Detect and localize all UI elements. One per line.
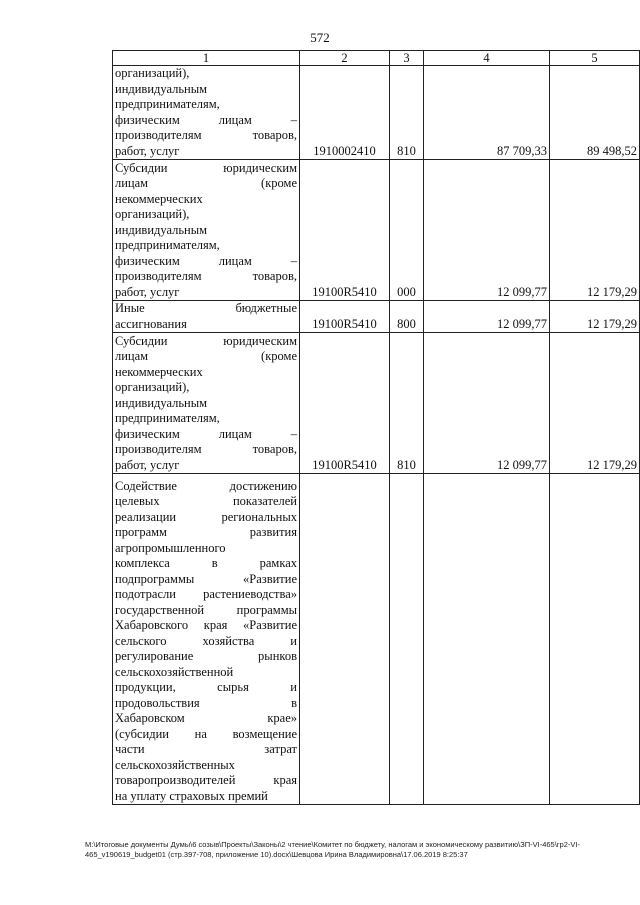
table-body (113, 66, 640, 805)
description-line: подотрасли растениеводства» (115, 587, 297, 601)
table-row (113, 160, 640, 301)
description-line: некоммерческих (115, 191, 203, 206)
description-line: сельскохозяйственной (115, 664, 234, 679)
description-line: целевых показателей (115, 494, 297, 508)
row-sum-2021: 89 498,52 (550, 66, 640, 160)
description-line: физическим лицам – (115, 253, 297, 268)
row-code: 1910002410 (300, 66, 390, 160)
header-col-2: 2 (300, 51, 390, 66)
description-line: комплекса в рамках (115, 556, 297, 570)
row-description (113, 301, 300, 333)
row-sum-2021: 12 179,29 (550, 333, 640, 474)
row-code: 19100R5410 (300, 333, 390, 474)
row-description (113, 66, 300, 160)
row-sum-2021: 12 179,29 (550, 301, 640, 333)
description-line: продукции, сырья и (115, 680, 297, 694)
description-line: Содействие достижению (115, 478, 297, 493)
description-line: предпринимателям, (115, 97, 220, 111)
description-line: некоммерческих (115, 364, 203, 379)
row-code: 19100R5410 (300, 301, 390, 333)
description-line: физическим лицам – (115, 112, 297, 127)
description-line: ассигнования (115, 316, 187, 331)
page-number: 572 (310, 30, 330, 45)
row-sum-2020: 12 099,77 (424, 333, 550, 474)
row-expense-type: 810 (390, 333, 424, 474)
row-sum-2021 (550, 474, 640, 805)
row-sum-2020: 12 099,77 (424, 301, 550, 333)
description-line: продовольствия в (115, 695, 297, 710)
row-expense-type (390, 474, 424, 805)
description-line: программ развития (115, 525, 297, 539)
description-line: работ, услуг (115, 143, 180, 158)
row-sum-2020: 87 709,33 (424, 66, 550, 160)
header-col-1: 1 (113, 51, 300, 66)
description-line: реализации региональных (115, 509, 297, 524)
description-line: государственной программы (115, 602, 297, 617)
description-line: индивидуальным (115, 395, 208, 410)
description-line: лицам (кроме (115, 176, 297, 190)
description-line: лицам (кроме (115, 349, 297, 363)
table-header-row (113, 51, 640, 66)
description-line: организаций), (115, 66, 190, 80)
row-expense-type: 000 (390, 160, 424, 301)
file-path-footer: M:\Итоговые документы Думы\6 созыв\Проекты\Законы\2 чтение\Комитет по бюджету, налогам и экономическому развитию\ЗП-VI-465\гр2-VI-465_v190619_budget01 (стр.397-708, приложение 10).docx\Шевцова Ирина Владимировна\17.06.2019 8:25:37 (85, 840, 580, 859)
row-description (113, 160, 300, 301)
table-row (113, 333, 640, 474)
description-line: предпринимателям, (115, 411, 220, 425)
description-line: подпрограммы «Развитие (115, 571, 297, 586)
description-line: предпринимателям, (115, 238, 220, 252)
description-line: Иные бюджетные (115, 301, 297, 315)
description-line: производителям товаров, (115, 269, 297, 283)
budget-table (112, 50, 640, 805)
description-line: сельскохозяйственных (115, 757, 235, 772)
description-line: работ, услуг (115, 457, 180, 472)
row-expense-type: 800 (390, 301, 424, 333)
description-line: производителям товаров, (115, 128, 297, 142)
description-line: Субсидии юридическим (115, 160, 297, 175)
description-line: физическим лицам – (115, 426, 297, 441)
row-sum-2020 (424, 474, 550, 805)
row-description (113, 333, 300, 474)
header-col-5: 5 (550, 51, 640, 66)
description-line: товаропроизводителей края (115, 773, 297, 787)
row-expense-type: 810 (390, 66, 424, 160)
row-sum-2021: 12 179,29 (550, 160, 640, 301)
description-line: части затрат (115, 742, 297, 756)
description-line: регулирование рынков (115, 649, 297, 663)
header-col-3: 3 (390, 51, 424, 66)
row-description (113, 474, 300, 805)
row-sum-2020: 12 099,77 (424, 160, 550, 301)
row-code (300, 474, 390, 805)
description-line: организаций), (115, 380, 190, 394)
row-code: 19100R5410 (300, 160, 390, 301)
table-row (113, 66, 640, 160)
description-line: Хабаровском крае» (115, 711, 297, 725)
description-line: организаций), (115, 207, 190, 221)
table-row (113, 474, 640, 805)
description-line: индивидуальным (115, 222, 208, 237)
description-line: (субсидии на возмещение (115, 726, 297, 741)
description-line: агропромышленного (115, 540, 226, 555)
header-col-4: 4 (424, 51, 550, 66)
description-line: Хабаровского края «Развитие (115, 618, 297, 632)
description-line: индивидуальным (115, 81, 208, 96)
description-line: работ, услуг (115, 284, 180, 299)
description-line: производителям товаров, (115, 442, 297, 456)
table-row (113, 301, 640, 333)
description-line: Субсидии юридическим (115, 333, 297, 348)
description-line: сельского хозяйства и (115, 633, 297, 648)
description-line: на уплату страховых премий (115, 788, 268, 803)
